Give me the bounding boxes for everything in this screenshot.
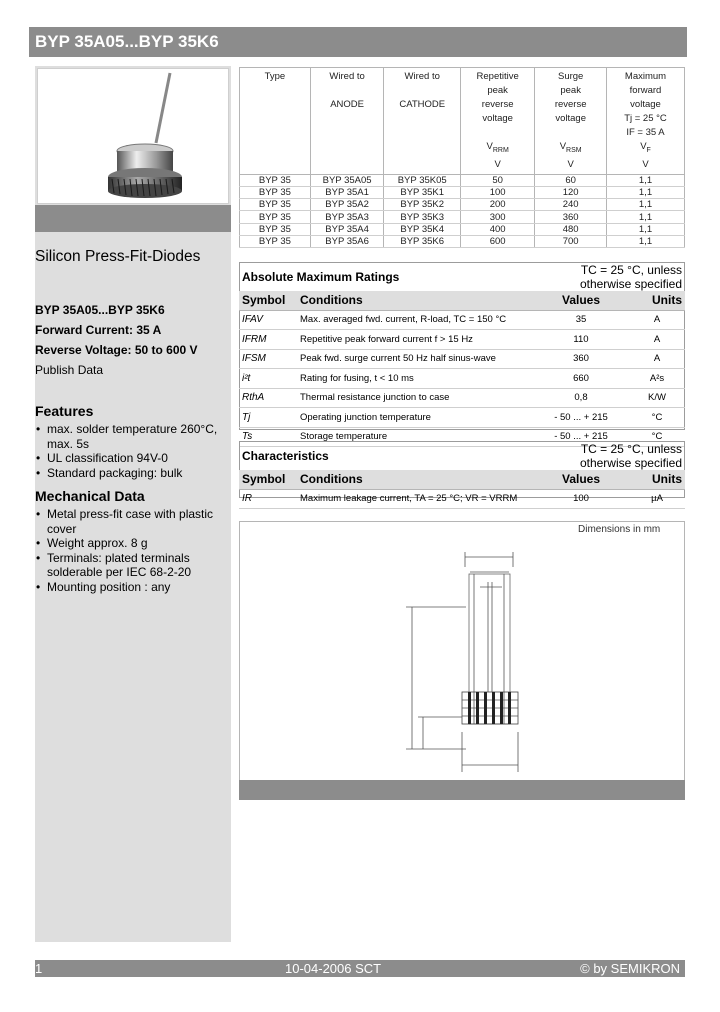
list-item: • Weight approx. 8 g — [35, 536, 231, 551]
cell: BYP 35K6 — [384, 235, 461, 247]
footer-date: 10-04-2006 SCT — [285, 961, 382, 976]
cell: BYP 35 — [240, 174, 311, 186]
list-item: • max. solder temperature 260°C, max. 5s — [35, 422, 231, 451]
list-item: • Terminals: plated terminals solderable per IEC 68-2-20 — [35, 551, 231, 580]
table-header — [239, 442, 685, 470]
cell: BYP 35 — [240, 199, 311, 211]
cell: BYP 35K2 — [384, 199, 461, 211]
cell: 120 — [535, 187, 607, 199]
footer-copyright: © by SEMIKRON — [580, 961, 680, 976]
cell: BYP 35A4 — [310, 223, 384, 235]
page-title: BYP 35A05...BYP 35K6 — [29, 27, 687, 57]
cell: BYP 35A3 — [310, 211, 384, 223]
footer-bar — [35, 960, 685, 977]
cell: IFRM — [239, 330, 297, 350]
cell: BYP 35 — [240, 235, 311, 247]
column-header-row — [239, 470, 685, 489]
cell: Operating junction temperature — [297, 408, 533, 428]
col-values: Values — [533, 470, 629, 489]
col-cathode: Wired to CATHODE — [384, 68, 461, 175]
part-range: BYP 35A05...BYP 35K6 — [35, 303, 165, 317]
characteristics-condition: TC = 25 °C, unless otherwise specified — [579, 442, 682, 470]
cell: Rating for fusing, t < 10 ms — [297, 369, 533, 389]
cell: BYP 35A2 — [310, 199, 384, 211]
cell: Max. averaged fwd. current, R-load, TC = 150 °C — [297, 310, 533, 330]
table-row — [239, 310, 685, 330]
mechanical-heading: Mechanical Data — [35, 488, 145, 504]
cell: 360 — [533, 349, 629, 369]
cell: A — [629, 310, 685, 330]
table-row — [240, 199, 685, 211]
table-row — [240, 223, 685, 235]
dimension-drawing — [239, 521, 685, 800]
dimensions-label: Dimensions in mm — [578, 524, 661, 535]
col-type: Type — [240, 68, 311, 175]
cell: 1,1 — [607, 199, 685, 211]
cell: BYP 35 — [240, 211, 311, 223]
abs-max-table — [239, 263, 685, 447]
col-units: Units — [629, 291, 685, 310]
col-vf: Maximum forward voltage Tj = 25 °C IF = 35 A $V_F$ V — [607, 68, 685, 175]
cell: 100 — [460, 187, 534, 199]
list-item: • Metal press-fit case with plastic cover — [35, 507, 231, 536]
cell: Maximum leakage current, TA = 25 °C; VR = VRRM — [297, 489, 533, 509]
cell: A²s — [629, 369, 685, 389]
column-header-row — [239, 291, 685, 310]
cell: 240 — [535, 199, 607, 211]
type-table — [239, 67, 685, 248]
abs-max-condition: TC = 25 °C, unless otherwise specified — [579, 263, 682, 291]
cell: BYP 35A6 — [310, 235, 384, 247]
cell: 300 — [460, 211, 534, 223]
cell: 1,1 — [607, 174, 685, 186]
cell: IR — [239, 489, 297, 509]
col-conditions: Conditions — [297, 470, 533, 489]
table-row — [239, 369, 685, 389]
characteristics-table — [239, 442, 685, 509]
cell: 600 — [460, 235, 534, 247]
col-symbol: Symbol — [239, 291, 297, 310]
product-title: Silicon Press-Fit-Diodes — [35, 248, 201, 265]
cell: °C — [629, 408, 685, 428]
cell: 35 — [533, 310, 629, 330]
cell: 700 — [535, 235, 607, 247]
cell: 480 — [535, 223, 607, 235]
table-row — [240, 235, 685, 247]
publish-data: Publish Data — [35, 363, 104, 377]
cell: 200 — [460, 199, 534, 211]
table-row — [239, 349, 685, 369]
features-list — [35, 422, 231, 480]
table-row — [240, 174, 685, 186]
cell: °C — [629, 427, 685, 447]
col-vrsm: Surge peak reverse voltage $V_{RSM}$ V — [535, 68, 607, 175]
cell: 60 — [535, 174, 607, 186]
cell: - 50 ... + 215 — [533, 427, 629, 447]
cell: 1,1 — [607, 211, 685, 223]
cell: A — [629, 330, 685, 350]
mechanical-list — [35, 507, 231, 595]
cell: 0,8 — [533, 388, 629, 408]
list-item: • UL classification 94V-0 — [35, 451, 231, 466]
cell: 100 — [533, 489, 629, 509]
cell: - 50 ... + 215 — [533, 408, 629, 428]
cell: RthA — [239, 388, 297, 408]
characteristics-title: Characteristics — [242, 449, 329, 463]
col-units: Units — [629, 470, 685, 489]
cell: Thermal resistance junction to case — [297, 388, 533, 408]
cell: 1,1 — [607, 223, 685, 235]
cell: 50 — [460, 174, 534, 186]
cell: Ts — [239, 427, 297, 447]
cell: IFSM — [239, 349, 297, 369]
col-symbol: Symbol — [239, 470, 297, 489]
cell: Storage temperature — [297, 427, 533, 447]
cell: 660 — [533, 369, 629, 389]
cell: µA — [629, 489, 685, 509]
abs-max-title: Absolute Maximum Ratings — [242, 270, 400, 284]
photo-caption-bar — [35, 205, 231, 232]
cell: BYP 35A1 — [310, 187, 384, 199]
cell: BYP 35K05 — [384, 174, 461, 186]
reverse-voltage: Reverse Voltage: 50 to 600 V — [35, 343, 198, 357]
col-values: Values — [533, 291, 629, 310]
cell: BYP 35 — [240, 187, 311, 199]
table-row — [240, 187, 685, 199]
table-row — [239, 408, 685, 428]
table-row — [239, 489, 685, 509]
cell: BYP 35K3 — [384, 211, 461, 223]
cell: Peak fwd. surge current 50 Hz half sinus-wave — [297, 349, 533, 369]
cell: BYP 35A05 — [310, 174, 384, 186]
cell: A — [629, 349, 685, 369]
dimension-caption-bar — [239, 780, 685, 800]
cell: i²t — [239, 369, 297, 389]
table-row — [239, 388, 685, 408]
list-item: • Mounting position : any — [35, 580, 231, 595]
col-anode: Wired to ANODE — [310, 68, 384, 175]
product-photo — [37, 68, 229, 204]
forward-current: Forward Current: 35 A — [35, 323, 162, 337]
features-heading: Features — [35, 403, 94, 419]
col-vrrm: Repetitive peak reverse voltage $V_{RRM}$ V — [460, 68, 534, 175]
cell: BYP 35 — [240, 223, 311, 235]
cell: 1,1 — [607, 187, 685, 199]
cell: BYP 35K1 — [384, 187, 461, 199]
cell: 400 — [460, 223, 534, 235]
cell: IFAV — [239, 310, 297, 330]
cell: Tj — [239, 408, 297, 428]
cell: Repetitive peak forward current f > 15 Hz — [297, 330, 533, 350]
cell: 110 — [533, 330, 629, 350]
page-number: 1 — [35, 961, 43, 976]
table-row — [239, 330, 685, 350]
list-item: • Standard packaging: bulk — [35, 466, 231, 481]
cell: 1,1 — [607, 235, 685, 247]
table-header — [239, 263, 685, 291]
cell: 360 — [535, 211, 607, 223]
cell: K/W — [629, 388, 685, 408]
cell: BYP 35K4 — [384, 223, 461, 235]
table-row — [240, 211, 685, 223]
col-conditions: Conditions — [297, 291, 533, 310]
